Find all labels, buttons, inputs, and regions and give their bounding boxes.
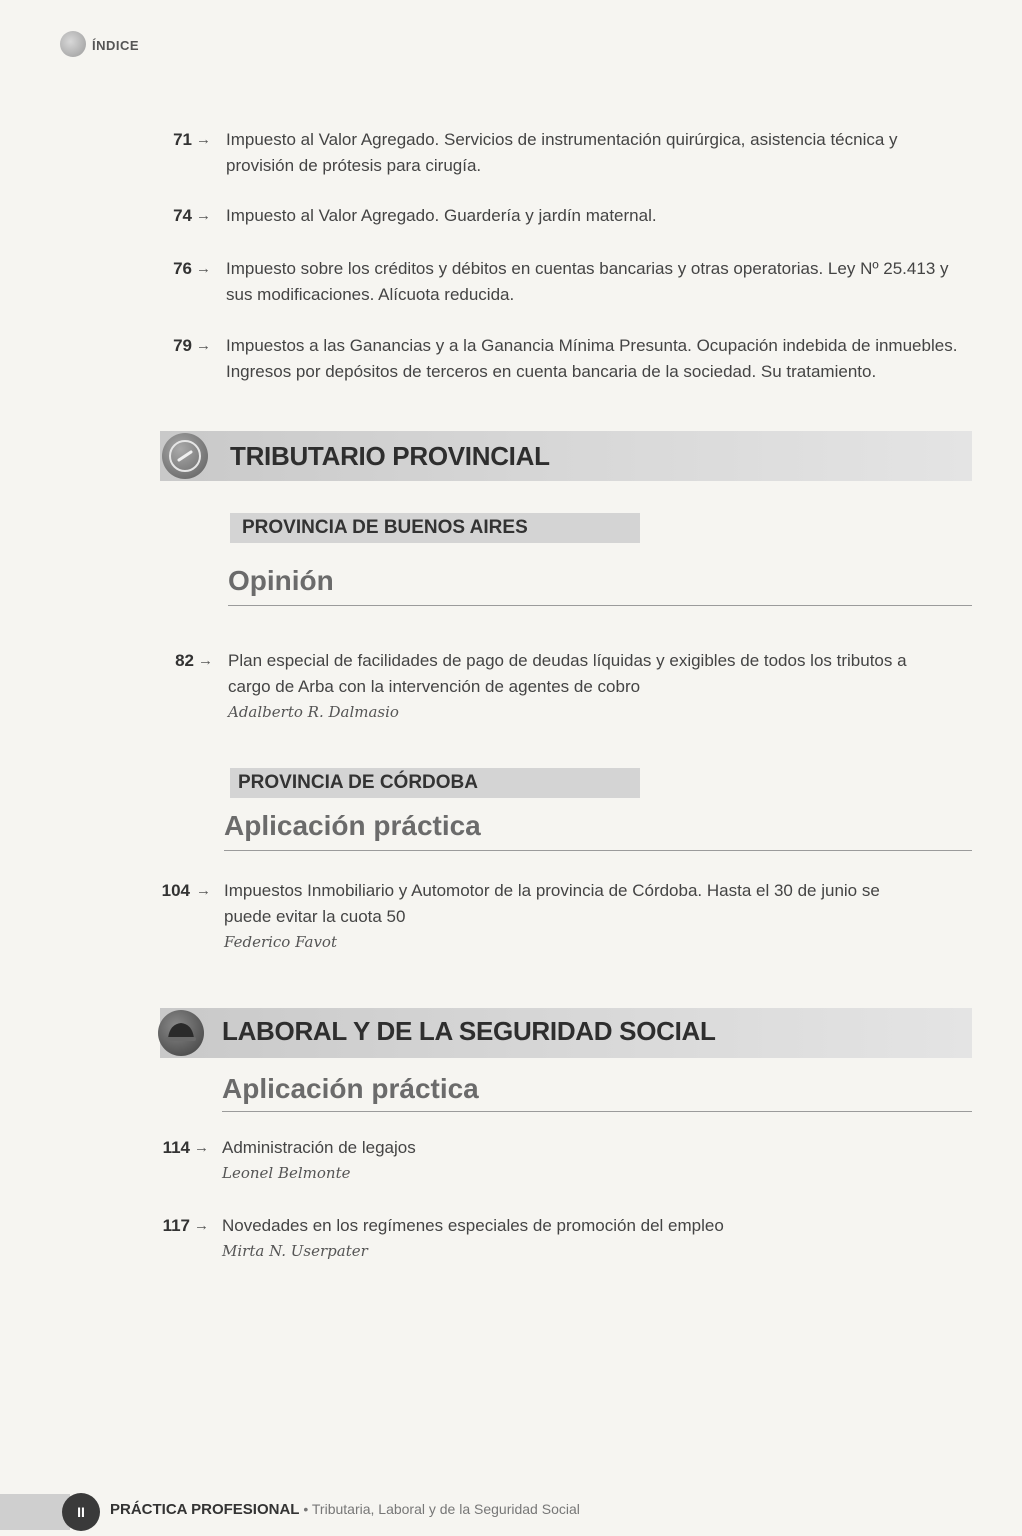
province-title: PROVINCIA DE CÓRDOBA: [238, 772, 478, 793]
section-title: LABORAL Y DE LA SEGURIDAD SOCIAL: [222, 1016, 716, 1046]
category-title: Aplicación práctica: [224, 810, 481, 841]
entry-title-text: Plan especial de facilidades de pago de deudas líquidas y exigibles de todos los tributos a cargo de Arba con la intervención de agentes de cobro: [228, 651, 907, 696]
footer-magazine: [110, 1501, 580, 1518]
entry-title: [224, 878, 929, 954]
arrow-icon: →: [198, 652, 213, 669]
coin-icon: [162, 433, 208, 479]
helmet-icon: [158, 1010, 204, 1056]
category-title: Opinión: [228, 565, 334, 596]
entry-page-number: 117: [162, 1216, 190, 1235]
entry-page-number: 74: [173, 206, 192, 225]
divider: [224, 850, 972, 851]
index-bullet-icon: [60, 31, 86, 57]
province-title: PROVINCIA DE BUENOS AIRES: [242, 517, 528, 538]
arrow-icon: →: [194, 1139, 209, 1156]
entry-author: Federico Favot: [224, 933, 337, 951]
entry-title-text: Impuestos Inmobiliario y Automotor de la provincia de Córdoba. Hasta el 30 de junio se puede evitar la cuota 50: [224, 881, 880, 926]
entry-title: Impuesto al Valor Agregado. Servicios de instrumentación quirúrgica, asistencia técnica y provisión de prótesis para cirugía.: [226, 130, 898, 175]
footer-page-number: II: [62, 1493, 100, 1531]
arrow-icon: →: [196, 882, 211, 899]
entry-page-number: 71: [173, 130, 192, 149]
entry-title-text: Novedades en los regímenes especiales de promoción del empleo: [222, 1216, 724, 1235]
entry-title: Impuestos a las Ganancias y a la Ganancia Mínima Presunta. Ocupación indebida de inmuebles. Ingresos por depósitos de terceros en cuenta bancaria de la sociedad. Su tratamiento.: [226, 336, 958, 381]
category-title: Aplicación práctica: [222, 1073, 479, 1104]
section-title: TRIBUTARIO PROVINCIAL: [230, 441, 550, 471]
running-header: ÍNDICE: [92, 38, 140, 53]
divider: [222, 1111, 972, 1112]
footer-magazine-subtitle: Tributaria, Laboral y de la Seguridad Social: [311, 1501, 580, 1517]
entry-page-number: 79: [173, 336, 192, 355]
arrow-icon: →: [194, 1217, 209, 1234]
entry-author: Adalberto R. Dalmasio: [228, 703, 399, 721]
entry-page-number: 104: [161, 881, 190, 900]
entry-page-number: 76: [173, 259, 192, 278]
entry-page-number: 114: [162, 1138, 190, 1157]
arrow-icon: →: [196, 337, 211, 354]
footer-magazine-title: PRÁCTICA PROFESIONAL: [110, 1501, 300, 1518]
arrow-icon: →: [196, 207, 211, 224]
entry-title: [228, 648, 948, 724]
entry-title: Impuesto al Valor Agregado. Guardería y jardín maternal.: [226, 206, 657, 225]
arrow-icon: →: [196, 131, 211, 148]
entry-title: [222, 1135, 942, 1185]
footer-separator: •: [299, 1501, 312, 1517]
entry-author: Mirta N. Userpater: [222, 1242, 368, 1260]
entry-title-text: Administración de legajos: [222, 1138, 416, 1157]
entry-title: [222, 1213, 942, 1263]
arrow-icon: →: [196, 260, 211, 277]
divider: [228, 605, 972, 606]
entry-page-number: 82: [175, 651, 194, 670]
footer-bar: [0, 1494, 70, 1530]
entry-author: Leonel Belmonte: [222, 1164, 351, 1182]
entry-title: Impuesto sobre los créditos y débitos en cuentas bancarias y otras operatorias. Ley Nº 25.413 y sus modificaciones. Alícuota reducida.: [226, 259, 949, 304]
